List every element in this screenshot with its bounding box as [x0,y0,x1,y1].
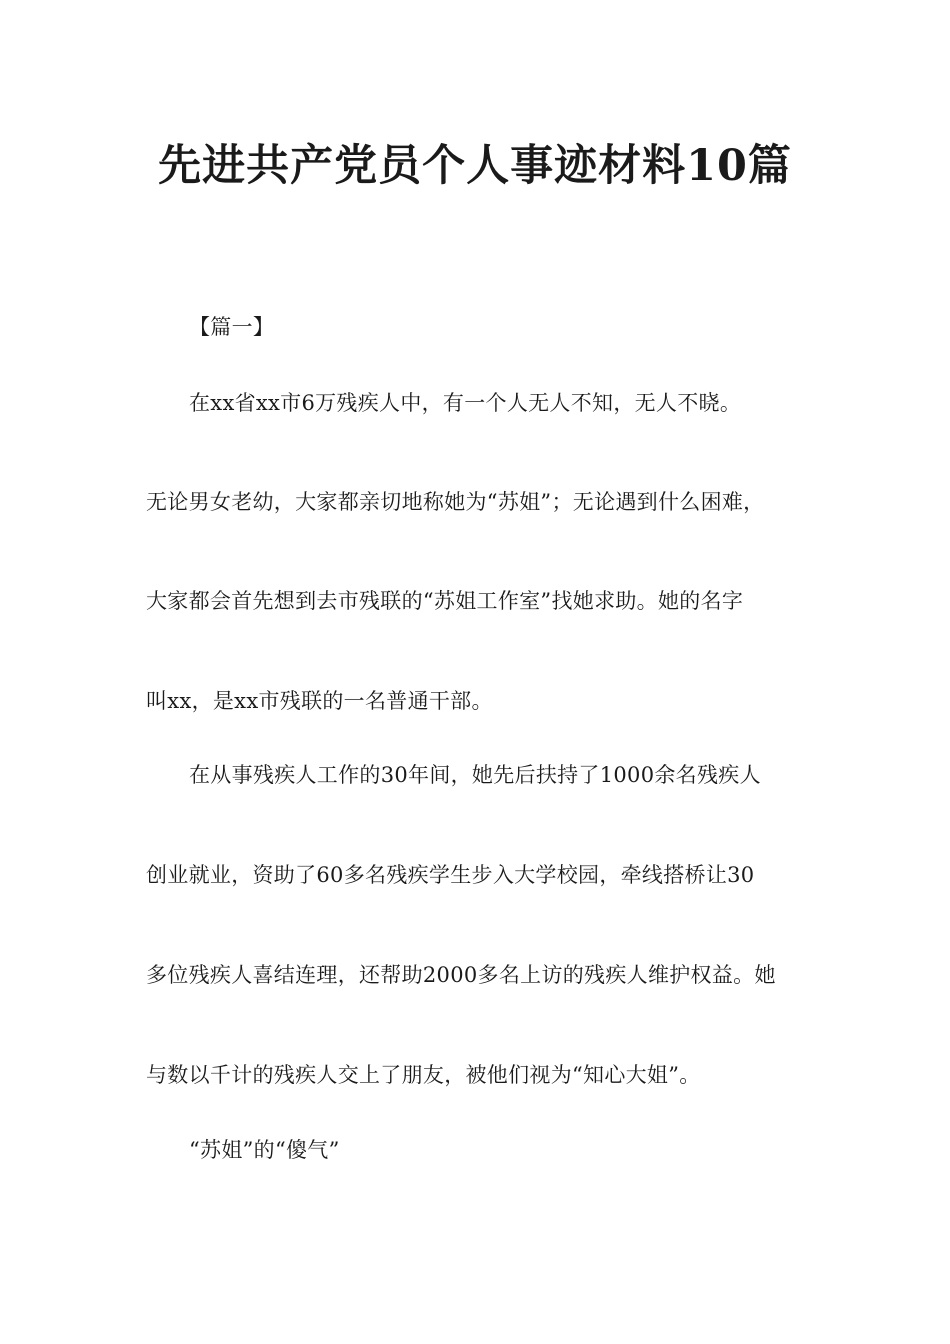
paragraph-line: 在从事残疾人工作的30年间，她先后扶持了1000余名残疾人 [189,763,761,787]
paragraph-line: 创业就业，资助了60多名残疾学生步入大学校园，牵线搭桥让30 [146,863,755,887]
paragraph-line: 与数以千计的残疾人交上了朋友，被他们视为“知心大姐”。 [146,1063,701,1087]
paragraph-line: 无论男女老幼，大家都亲切地称她为“苏姐”；无论遇到什么困难， [146,490,765,514]
document-title: 先进共产党员个人事迹材料10篇 [158,141,792,191]
paragraph-line: 叫xx，是xx市残联的一名普通干部。 [146,689,493,713]
subheading: “苏姐”的“傻气” [189,1138,340,1162]
paragraph-line: 大家都会首先想到去市残联的“苏姐工作室”找她求助。她的名字 [146,589,744,613]
section-label: 【篇一】 [189,315,275,339]
paragraph-line: 多位残疾人喜结连理，还帮助2000多名上访的残疾人维护权益。她 [146,963,776,987]
paragraph-line: 在xx省xx市6万残疾人中，有一个人无人不知，无人不晓。 [189,391,742,415]
